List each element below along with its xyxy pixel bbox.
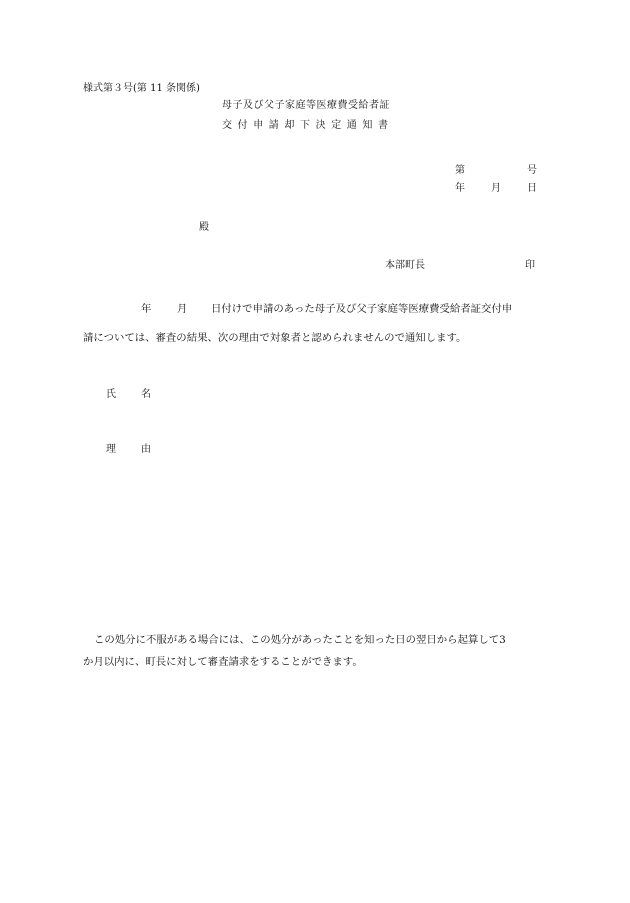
document-number-prefix: 第 xyxy=(455,165,465,176)
document-number-suffix: 号 xyxy=(527,165,537,176)
document-title-line2: 交付申請却下決定通知書 xyxy=(222,120,394,131)
body-year: 年 xyxy=(141,303,152,315)
name-label-char2: 名 xyxy=(141,389,151,400)
name-label-char1: 氏 xyxy=(106,389,116,400)
appeal-notice-line2: か月以内に、町長に対して審査請求をすることができます。 xyxy=(83,656,363,668)
date-year: 年 xyxy=(455,183,465,194)
body-month: 月 xyxy=(177,303,188,315)
reason-label-char1: 理 xyxy=(106,444,116,455)
body-text-line1: 日付けで申請のあった母子及び父子家庭等医療費受給者証交付申 xyxy=(211,303,513,315)
date-day: 日 xyxy=(527,183,537,194)
reason-label-char2: 由 xyxy=(141,444,151,455)
issuer-seal: 印 xyxy=(525,260,535,271)
document-title-line1: 母子及び父子家庭等医療費受給者証 xyxy=(222,100,390,111)
issuer-name: 本部町長 xyxy=(385,260,425,271)
appeal-notice-line1: この処分に不服がある場合には、この処分があったことを知った日の翌日から起算して3 xyxy=(94,634,506,646)
addressee-honorific: 殿 xyxy=(199,222,209,233)
form-number-label: 様式第３号(第 11 条関係) xyxy=(83,83,200,94)
body-text-line2: 請については、審査の結果、次の理由で対象者と認められませんので通知します。 xyxy=(83,332,467,344)
date-month: 月 xyxy=(491,183,501,194)
